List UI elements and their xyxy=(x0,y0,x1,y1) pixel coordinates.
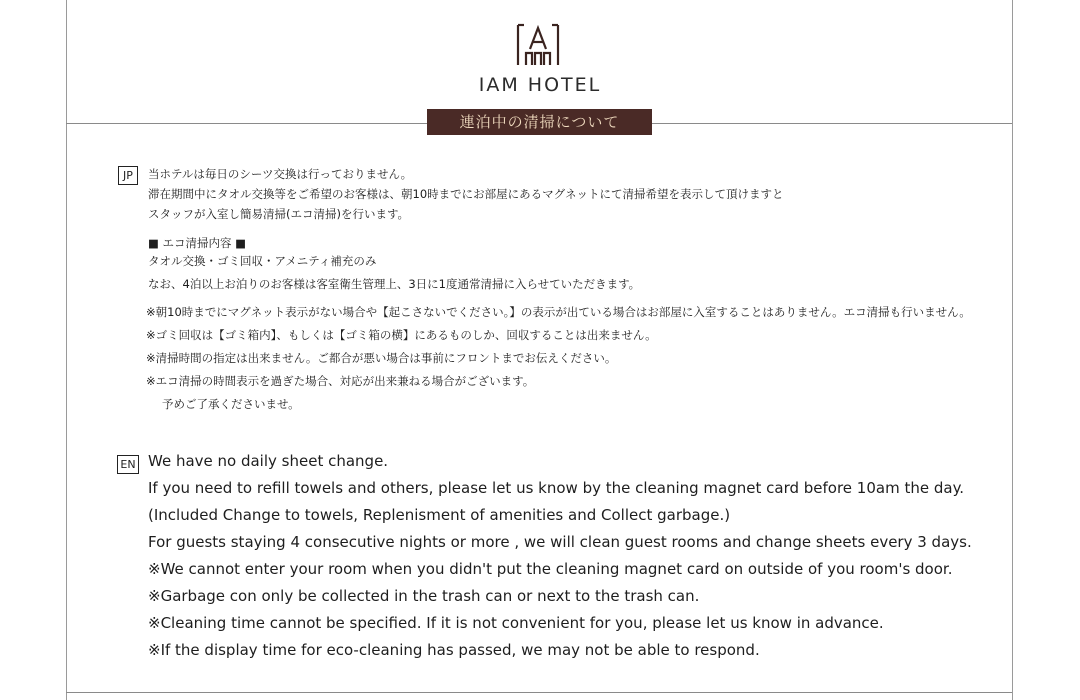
en-line: We have no daily sheet change. xyxy=(148,452,389,470)
jp-note: ※ゴミ回収は【ゴミ箱内】、もしくは【ゴミ箱の横】にあるものしか、回収することは出来ません。 xyxy=(146,328,657,342)
jp-line: 滞在期間中にタオル交換等をご希望のお客様は、朝10時までにお部屋にあるマグネットにて清掃希望を表示して頂けますと xyxy=(148,187,784,201)
jp-line: なお、4泊以上お泊りのお客様は客室衛生管理上、3日に1度通常清掃に入らせていただきます。 xyxy=(148,277,641,291)
en-line: If you need to refill towels and others, please let us know by the cleaning magnet card before 10am the day. xyxy=(148,479,965,497)
en-line: For guests staying 4 consecutive nights or more , we will clean guest rooms and change sheets every 3 days. xyxy=(148,533,972,551)
en-note: ※Cleaning time cannot be specified. If it is not convenient for you, please let us know in advance. xyxy=(148,614,884,632)
en-note: ※We cannot enter your room when you didn't put the cleaning magnet card on outside of you room's door. xyxy=(148,560,953,578)
page-title: 連泊中の清掃について xyxy=(427,109,652,135)
jp-note: ※朝10時までにマグネット表示がない場合や【起こさないでください。】の表示が出ている場合はお部屋に入室することはありません。エコ清掃も行いません。 xyxy=(146,305,971,319)
en-line: (Included Change to towels, Replenisment of amenities and Collect garbage.) xyxy=(148,506,731,524)
footer-divider xyxy=(66,692,1012,693)
jp-note: 予めご了承くださいませ。 xyxy=(162,397,300,411)
jp-line: 当ホテルは毎日のシーツ交換は行っておりません。 xyxy=(148,167,413,181)
jp-note: ※清掃時間の指定は出来ません。ご都合が悪い場合は事前にフロントまでお伝えください。 xyxy=(146,351,617,365)
en-language-tag: EN xyxy=(117,455,139,474)
jp-line: スタッフが入室し簡易清掃(エコ清掃)を行います。 xyxy=(148,207,410,221)
jp-note: ※エコ清掃の時間表示を過ぎた場合、対応が出来兼ねる場合がございます。 xyxy=(146,374,535,388)
jp-language-tag: JP xyxy=(118,166,138,185)
jp-line: タオル交換・ゴミ回収・アメニティ補充のみ xyxy=(148,254,377,268)
hotel-name: IAM HOTEL xyxy=(478,74,602,96)
en-note: ※If the display time for eco-cleaning has passed, we may not be able to respond. xyxy=(148,641,760,659)
hotel-logo-icon xyxy=(515,23,561,67)
page-border-left xyxy=(66,0,67,700)
en-note: ※Garbage con only be collected in the trash can or next to the trash can. xyxy=(148,587,700,605)
jp-line: ■ エコ清掃内容 ■ xyxy=(148,236,247,250)
page-border-right xyxy=(1012,0,1013,700)
